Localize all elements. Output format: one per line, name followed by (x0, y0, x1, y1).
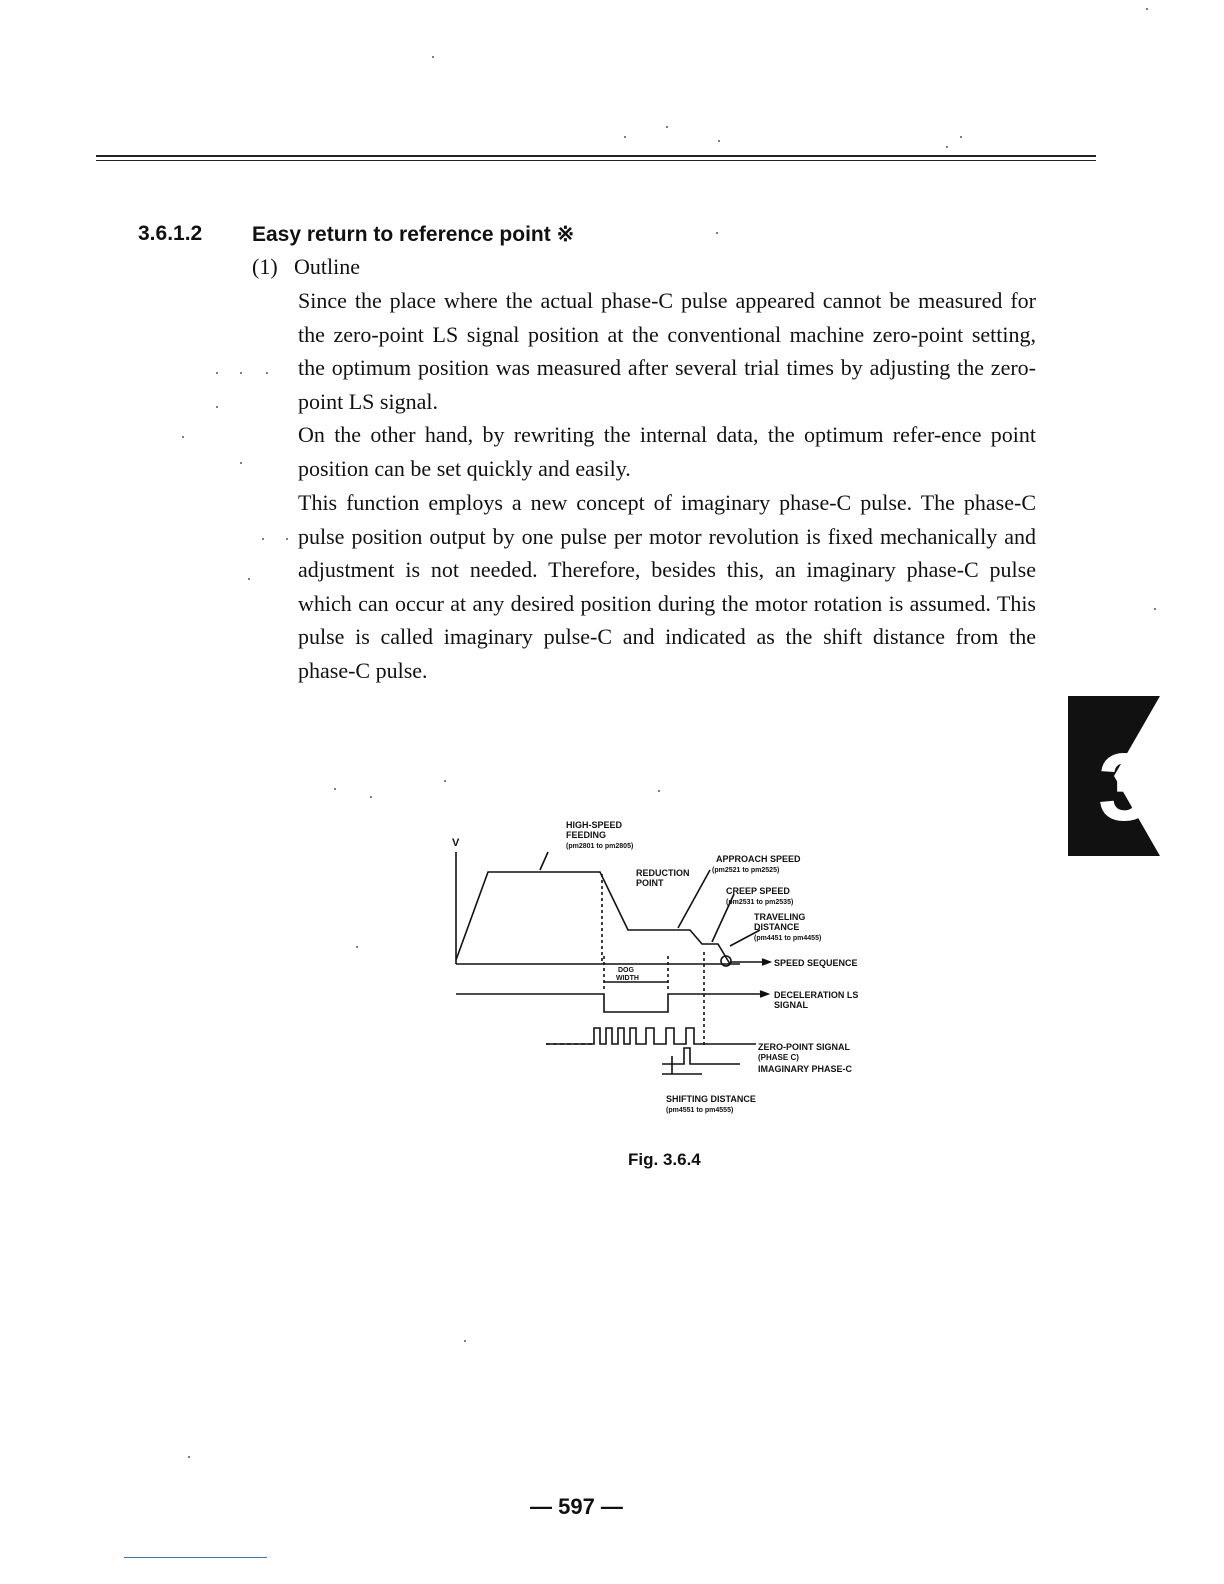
scan-speck (334, 788, 336, 790)
deceleration-arrow (760, 991, 768, 997)
creep-label-2: (pm2531 to pm2535) (726, 899, 794, 906)
scan-speck (188, 1456, 190, 1458)
header-rule-bottom (96, 160, 1096, 161)
approach-leader (678, 870, 710, 928)
reduction-label-2: POINT (636, 878, 664, 888)
reduction-label-1: REDUCTION (636, 868, 690, 878)
scan-speck (444, 780, 446, 782)
scan-speck (960, 136, 962, 138)
chapter-tab (1068, 696, 1160, 856)
scan-speck (216, 372, 218, 374)
scan-speck (286, 538, 288, 540)
scan-speck (248, 578, 250, 580)
creep-label-1: CREEP SPEED (726, 886, 790, 896)
zero-point-label-2: (PHASE C) (758, 1053, 799, 1062)
shift-label-2: (pm4551 to pm4555) (666, 1107, 734, 1114)
figure-caption: Fig. 3.6.4 (628, 1150, 701, 1169)
speed-sequence-diagram (440, 812, 900, 1132)
traveling-label-1: TRAVELING (754, 912, 806, 922)
approach-label-1: APPROACH SPEED (716, 854, 801, 864)
scan-speck (464, 1340, 466, 1342)
scan-speck (216, 406, 218, 408)
imaginary-pulse (662, 1048, 740, 1064)
scan-speck (240, 372, 242, 374)
scan-speck (1146, 8, 1148, 10)
scan-speck (182, 436, 184, 438)
scan-speck (718, 140, 720, 142)
shift-label-1: SHIFTING DISTANCE (666, 1094, 756, 1104)
scan-speck (946, 146, 948, 148)
dog-label-2: WIDTH (616, 975, 639, 982)
scan-speck (624, 136, 626, 138)
deceleration-label-1: DECELERATION LS (774, 990, 859, 1000)
deceleration-signal-line (456, 994, 766, 1012)
section-title: Easy return to reference point ※ (252, 223, 575, 246)
chapter-tab-label: 3 (1098, 734, 1152, 841)
scan-speck (432, 56, 434, 58)
traveling-label-3: (pm4451 to pm4455) (754, 935, 822, 942)
deceleration-label-2: SIGNAL (774, 1000, 809, 1010)
subsection-number: (1) (252, 254, 278, 279)
scan-speck (356, 946, 358, 948)
scan-speck (1154, 608, 1156, 610)
high-speed-label-1: HIGH-SPEED (566, 820, 623, 830)
scan-speck (262, 538, 264, 540)
paragraph-2: On the other hand, by rewriting the internal data, the optimum refer-ence point position can be set quickly and easily. (298, 422, 1036, 481)
zero-point-pulse-train (546, 1028, 756, 1044)
scan-speck (716, 232, 718, 234)
header-rule-top (96, 155, 1096, 157)
high-speed-label-3: (pm2801 to pm2805) (566, 843, 634, 850)
page-number: — 597 — (530, 1494, 623, 1519)
scan-speck (666, 126, 668, 128)
footer-line (124, 1557, 267, 1558)
high-speed-label-2: FEEDING (566, 830, 607, 840)
v-axis-label: V (452, 837, 460, 849)
scan-speck (266, 372, 268, 374)
high-speed-leader (540, 852, 548, 870)
paragraph-3: This function employs a new concept of imaginary phase-C pulse. The phase-C pulse position output by one pulse per motor revolution is fixed mechanically and adjustment is not needed. Therefore, besides this, an imaginary phase-C pulse which can occur at any desired position during the motor rotation is assumed. This pulse is called imaginary pulse-C and indicated as the shift distance from the phase-C pulse. (298, 490, 1036, 683)
approach-label-2: (pm2521 to pm2525) (712, 867, 780, 874)
speed-sequence-arrow (762, 959, 770, 965)
paragraph-1: Since the place where the actual phase-C pulse appeared cannot be measured for the zero-point LS signal position at the conventional machine zero-point setting, the optimum position was measured after several trial times by adjusting the zero-point LS signal. (298, 288, 1036, 414)
speed-sequence-label: SPEED SEQUENCE (774, 958, 858, 968)
subsection-title: Outline (294, 254, 360, 279)
scan-speck (658, 790, 660, 792)
dog-label-1: DOG (618, 967, 634, 974)
traveling-label-2: DISTANCE (754, 922, 800, 932)
section-number: 3.6.1.2 (138, 222, 203, 245)
scan-speck (370, 796, 372, 798)
speed-profile-curve (456, 872, 730, 964)
imaginary-label: IMAGINARY PHASE-C (758, 1064, 853, 1074)
scan-speck (240, 462, 242, 464)
zero-point-label-1: ZERO-POINT SIGNAL (758, 1042, 850, 1052)
subsection-heading (252, 254, 360, 280)
